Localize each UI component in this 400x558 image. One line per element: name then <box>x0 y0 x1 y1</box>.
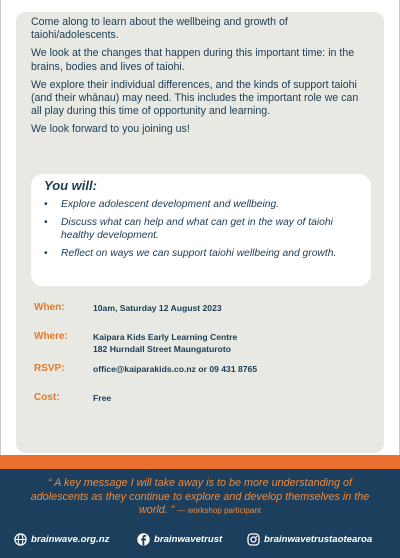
facebook-link-text: brainwavetrust <box>154 534 223 545</box>
quote-attribution: — workshop participant <box>177 506 261 515</box>
where-value <box>93 331 237 355</box>
list-item-text: Explore adolescent development and wellbeing. <box>61 199 280 210</box>
list-item-text: Reflect on ways we can support taiohi wellbeing and growth. <box>61 248 337 259</box>
list-item <box>44 216 364 242</box>
footer <box>0 469 400 558</box>
intro-paragraph: We look forward to you joining us! <box>31 123 190 136</box>
facebook-icon <box>137 533 150 546</box>
instagram-link-text: brainwavetrustaotearoa <box>264 534 373 545</box>
social-links <box>0 532 400 552</box>
where-line-1: Kaipara Kids Early Learning Centre <box>93 332 238 342</box>
list-item <box>44 198 364 211</box>
you-will-box <box>31 174 371 286</box>
instagram-icon <box>247 533 260 546</box>
globe-icon <box>14 533 27 546</box>
rsvp-value[interactable]: office@kaiparakids.co.nz or 09 431 8765 <box>93 364 258 374</box>
where-label: Where: <box>34 331 68 342</box>
intro-paragraph: Come along to learn about the wellbeing and growth of taiohi/adolescents. <box>31 16 288 42</box>
where-line-2: 182 Hurndall Street Maungaturoto <box>93 344 231 354</box>
quote-text: “ A key message I will take away is to be more understanding of adolescents as they continue to explore and develop themselves in the world. ” <box>30 477 370 516</box>
bullet-icon: • <box>44 248 48 259</box>
orange-divider <box>0 455 400 469</box>
cost-label: Cost: <box>34 392 60 403</box>
list-item-text: Discuss what can help and what can get in the way of taiohi healthy development. <box>61 217 333 241</box>
testimonial-quote <box>22 477 378 518</box>
when-label: When: <box>34 302 65 313</box>
you-will-list <box>44 198 364 265</box>
cost-value: Free <box>93 393 112 403</box>
website-link-text: brainwave.org.nz <box>31 534 110 545</box>
list-item <box>44 247 364 260</box>
bullet-icon: • <box>44 217 48 228</box>
intro-text <box>31 16 371 142</box>
intro-paragraph: We look at the changes that happen during this important time: in the brains, bodies and lives of taiohi. <box>31 47 355 73</box>
you-will-title: You will: <box>44 178 97 193</box>
rsvp-label: RSVP: <box>34 363 65 374</box>
bullet-icon: • <box>44 199 48 210</box>
when-value: 10am, Saturday 12 August 2023 <box>93 303 222 313</box>
intro-paragraph: We explore their individual differences, and the kinds of support taiohi (and their whānau) may need. This includes the important role we can all play during this time of opportunity and learning. <box>31 78 359 118</box>
